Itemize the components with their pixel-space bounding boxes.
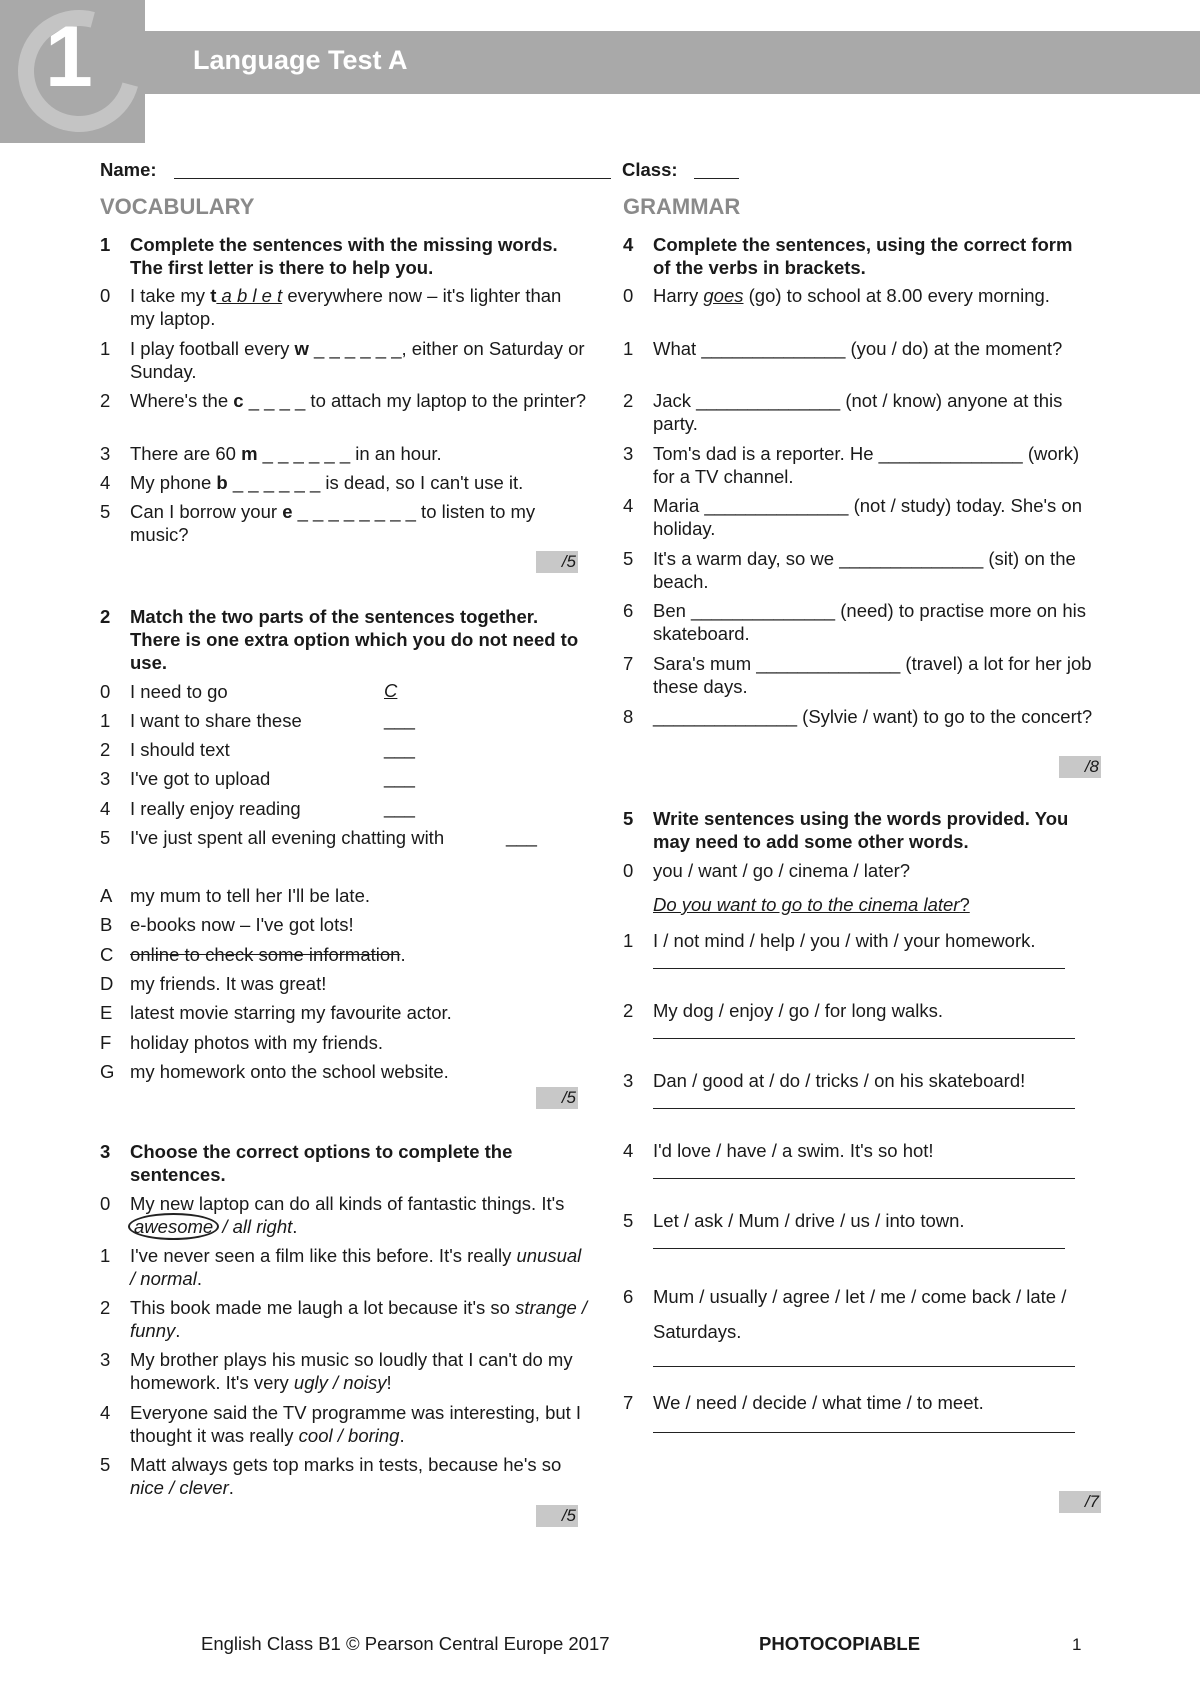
option-2[interactable]: clever [179, 1477, 229, 1498]
ex1-item-5 [100, 500, 590, 546]
item-number: 5 [100, 501, 111, 522]
item-text: I really enjoy reading [130, 798, 301, 819]
item-text: Everyone said the TV programme was interesting, but I thought it was really [130, 1402, 582, 1446]
item-number: 1 [100, 710, 111, 731]
ex4-item-6 [623, 599, 1093, 645]
item-number: 6 [623, 600, 634, 621]
item-prompt: you / want / go / cinema / later? [653, 860, 911, 881]
option-letter: E [100, 1002, 113, 1023]
item-text: Can I borrow your [130, 501, 283, 522]
ex2-answer-3[interactable]: ___ [384, 767, 415, 788]
grammar-heading: GRAMMAR [623, 194, 741, 219]
item-end: ! [386, 1372, 392, 1393]
ex2-item-5 [100, 826, 500, 849]
item-number: 5 [100, 827, 111, 848]
ex2-item-1 [100, 709, 520, 732]
exercise-number: 5 [623, 808, 634, 829]
ex2-item-3 [100, 767, 520, 790]
exercise-3-score: /5 [536, 1505, 578, 1527]
ex2-item-4 [100, 797, 520, 820]
item-text: _ _ _ _ _ _ is dead, so I can't use it. [227, 472, 524, 493]
copyright-text: English Class B1 © Pearson Central Europe 2017 [201, 1633, 610, 1654]
item-text: It's a warm day, so we ______________ (sit) on the beach. [653, 548, 1076, 592]
option-1[interactable]: cool [298, 1425, 333, 1446]
item-number: 3 [100, 443, 111, 464]
ex4-item-1 [623, 337, 1063, 360]
ex1-item-0 [100, 284, 590, 330]
item-number: 0 [623, 860, 634, 881]
option-separator: / [327, 1372, 344, 1393]
item-text: everywhere now – it's lighter than my laptop. [130, 285, 562, 329]
option-separator: / [332, 1425, 349, 1446]
ex5-item-5 [623, 1209, 1093, 1232]
item-text: _ _ _ _ _ _ _ _ to listen to my music? [130, 501, 536, 545]
ex5-item-3 [623, 1069, 1093, 1092]
option-letter: G [100, 1061, 115, 1082]
item-text: What ______________ (you / do) at the moment? [653, 338, 1063, 359]
option-1[interactable]: unusual [516, 1245, 582, 1266]
ex5-answer-line-5[interactable] [653, 1248, 1065, 1249]
option-1[interactable]: ugly [293, 1372, 328, 1393]
ex3-item-1 [100, 1244, 590, 1290]
first-letter: e [282, 501, 293, 522]
ex5-item-4 [623, 1139, 1093, 1162]
ex4-item-2 [623, 389, 1093, 435]
ex4-item-4 [623, 494, 1093, 540]
item-text: ______________ (Sylvie / want) to go to the concert? [653, 706, 1093, 727]
item-prompt: We / need / decide / what time / to meet. [653, 1392, 984, 1413]
ex3-item-3 [100, 1348, 590, 1394]
ex2-option-c: C online to check some information. [100, 944, 406, 965]
item-prompt: Mum / usually / agree / let / me / come back / late / Saturdays. [653, 1286, 1067, 1342]
item-text: I've got to upload [130, 768, 271, 789]
photocopiable-label: PHOTOCOPIABLE [759, 1633, 921, 1654]
item-number: 5 [623, 1210, 634, 1231]
item-number: 2 [100, 390, 111, 411]
item-number: 3 [623, 443, 634, 464]
ex2-option-g [100, 1060, 590, 1083]
option-letter: B [100, 914, 113, 935]
item-prompt: Let / ask / Mum / drive / us / into town. [653, 1210, 965, 1231]
ex1-item-3 [100, 442, 590, 465]
item-number: 2 [100, 1297, 111, 1318]
ex5-item-6 [623, 1279, 1093, 1349]
item-prompt: I / not mind / help / you / with / your homework. [653, 930, 1036, 951]
item-text: Ben ______________ (need) to practise more on his skateboard. [653, 600, 1086, 644]
item-number: 7 [623, 653, 634, 674]
ex2-option-d [100, 972, 590, 995]
option-2[interactable]: funny [130, 1320, 176, 1341]
option-2[interactable]: boring [348, 1425, 400, 1446]
item-text: I need to go [130, 681, 228, 702]
exercise-5-instruction [623, 807, 1093, 853]
ex2-option-a [100, 884, 590, 907]
item-number: 5 [623, 548, 634, 569]
item-text: (go) to school at 8.00 every morning. [743, 285, 1050, 306]
class-label: Class: [622, 159, 678, 180]
exercise-5-score: /7 [1059, 1491, 1101, 1513]
instruction-text: Complete the sentences, using the correct form of the verbs in brackets. [653, 234, 1073, 278]
answer-end: ? [959, 894, 970, 915]
exercise-4-score: /8 [1059, 756, 1101, 778]
option-letter: A [100, 885, 113, 906]
ex5-answer-line-3[interactable] [653, 1108, 1075, 1109]
ex2-option-e [100, 1001, 590, 1024]
option-1[interactable]: strange [515, 1297, 577, 1318]
item-number: 3 [100, 768, 111, 789]
item-text: _ _ _ _ _ _ in an hour. [257, 443, 442, 464]
option-text: my homework onto the school website. [130, 1061, 449, 1082]
ex1-item-4 [100, 471, 590, 494]
exercise-2-score: /5 [536, 1087, 578, 1109]
item-number: 4 [623, 495, 634, 516]
ex2-answer-1[interactable]: ___ [384, 709, 415, 730]
item-number: 7 [623, 1392, 634, 1413]
item-number: 2 [623, 1000, 634, 1021]
ex5-item-2 [623, 999, 1093, 1022]
item-number: 2 [100, 739, 111, 760]
instruction-text: Write sentences using the words provided. You may need to add some other words. [653, 808, 1069, 852]
item-text: Jack ______________ (not / know) anyone at this party. [653, 390, 1063, 434]
first-letter: m [241, 443, 258, 464]
item-number: 3 [623, 1070, 634, 1091]
page-number: 1 [1072, 1635, 1082, 1654]
first-letter: w [294, 338, 309, 359]
exercise-number: 3 [100, 1141, 111, 1162]
example-answer: Do you want to go to the cinema later [653, 894, 960, 915]
instruction-text: Complete the sentences with the missing words. The first letter is there to help you. [130, 234, 558, 278]
ex2-answer-2[interactable]: ___ [384, 738, 415, 759]
ex5-answer-line-7[interactable] [653, 1432, 1075, 1433]
item-number: 4 [100, 472, 111, 493]
item-text: I've just spent all evening chatting with [130, 827, 445, 848]
exercise-3-instruction [100, 1140, 590, 1186]
item-end: . [196, 1268, 202, 1289]
item-end: . [292, 1216, 298, 1237]
ex2-answer-5[interactable]: ___ [506, 826, 537, 847]
item-text: _ _ _ _ to attach my laptop to the printer? [243, 390, 587, 411]
first-letter: t [210, 285, 217, 306]
item-text: I should text [130, 739, 230, 760]
ex4-item-0 [623, 284, 1053, 307]
item-number: 0 [623, 285, 634, 306]
exercise-number: 2 [100, 606, 111, 627]
page-title: Language Test A [193, 45, 408, 75]
ex5-example-answer [653, 894, 970, 916]
option-2: all right [232, 1216, 293, 1237]
item-text: Sara's mum ______________ (travel) a lot for her job these days. [653, 653, 1092, 697]
ex4-item-3 [623, 442, 1093, 488]
option-separator: / [163, 1477, 180, 1498]
item-number: 2 [623, 390, 634, 411]
item-number: 4 [623, 1140, 634, 1161]
first-letter: b [216, 472, 228, 493]
ex4-item-7 [623, 652, 1093, 698]
item-text: My phone [130, 472, 217, 493]
item-text: I play football every [130, 338, 295, 359]
item-number: 0 [100, 285, 111, 306]
item-text: This book made me laugh a lot because it's so [130, 1297, 516, 1318]
option-1[interactable]: nice [130, 1477, 164, 1498]
exercise-1-score: /5 [536, 551, 578, 573]
ex3-item-2 [100, 1296, 590, 1342]
item-number: 1 [100, 338, 111, 359]
ex4-item-8 [623, 705, 1093, 728]
item-text: Harry [653, 285, 704, 306]
item-number: 8 [623, 706, 634, 727]
item-number: 3 [100, 1349, 111, 1370]
option-letter: C [100, 944, 114, 965]
ex5-answer-line-2[interactable] [653, 1038, 1075, 1039]
option-circled: awesome [128, 1213, 219, 1240]
item-prompt: I'd love / have / a swim. It's so hot! [653, 1140, 934, 1161]
item-number: 1 [100, 1245, 111, 1266]
item-text: Maria ______________ (not / study) today. She's on holiday. [653, 495, 1082, 539]
item-text: My new laptop can do all kinds of fantastic things. It's [130, 1193, 565, 1214]
title-band [145, 31, 1200, 94]
ex5-answer-line-4[interactable] [653, 1178, 1075, 1179]
ex4-item-5 [623, 547, 1093, 593]
class-field[interactable] [694, 160, 739, 179]
ex5-answer-line-1[interactable] [653, 968, 1065, 969]
item-number: 4 [100, 798, 111, 819]
ex2-answer-0: C [384, 680, 398, 701]
exercise-1-instruction [100, 233, 590, 279]
option-separator: / [217, 1216, 233, 1237]
name-field[interactable] [174, 160, 611, 179]
option-text: e-books now – I've got lots! [130, 914, 354, 935]
option-2[interactable]: normal [140, 1268, 197, 1289]
ex3-item-5 [100, 1453, 590, 1499]
item-number: 1 [623, 338, 634, 359]
item-text: My brother plays his music so loudly that I can't do my homework. It's very [130, 1349, 573, 1393]
ex2-option-f [100, 1031, 590, 1054]
option-letter: D [100, 973, 114, 994]
item-number: 4 [100, 1402, 111, 1423]
name-label: Name: [100, 159, 157, 180]
item-text: I want to share these [130, 710, 302, 731]
item-end: . [228, 1477, 234, 1498]
option-text: my mum to tell her I'll be late. [130, 885, 371, 906]
vocabulary-heading: VOCABULARY [100, 194, 255, 219]
ex2-item-2 [100, 738, 520, 761]
ex2-answer-4[interactable]: ___ [384, 797, 415, 818]
ex5-answer-line-6[interactable] [653, 1366, 1075, 1367]
ex3-item-4 [100, 1401, 590, 1447]
example-answer: a b l e t [216, 285, 283, 306]
exercise-number: 1 [100, 234, 111, 255]
item-end: . [175, 1320, 181, 1341]
ex1-item-1 [100, 337, 590, 383]
item-text: Matt always gets top marks in tests, because he's so [130, 1454, 562, 1475]
ex2-option-b [100, 913, 590, 936]
item-text: _ _ _ _ _ _, either on Saturday or Sunday. [130, 338, 585, 382]
item-number: 6 [623, 1286, 634, 1307]
instruction-text: Choose the correct options to complete the sentences. [130, 1141, 513, 1185]
item-text: Where's the [130, 390, 234, 411]
unit-number: 1 [45, 9, 93, 105]
option-separator: / [576, 1297, 588, 1318]
item-text: I take my [130, 285, 211, 306]
option-text-crossed: online to check some information [130, 944, 401, 965]
option-text: latest movie starring my favourite actor. [130, 1002, 452, 1023]
exercise-number: 4 [623, 234, 634, 255]
item-text: There are 60 [130, 443, 242, 464]
item-number: 0 [100, 1193, 111, 1214]
option-2[interactable]: noisy [343, 1372, 387, 1393]
option-text: my friends. It was great! [130, 973, 327, 994]
item-number: 1 [623, 930, 634, 951]
instruction-text: Match the two parts of the sentences together. There is one extra option which you do not need to use. [130, 606, 579, 673]
item-end: . [399, 1425, 405, 1446]
option-separator: / [130, 1268, 141, 1289]
ex2-item-0 [100, 680, 520, 703]
first-letter: c [233, 390, 244, 411]
ex1-item-2 [100, 389, 590, 412]
item-text: I've never seen a film like this before. It's really [130, 1245, 517, 1266]
example-answer: goes [703, 285, 744, 306]
option-letter: F [100, 1032, 112, 1053]
item-text: Tom's dad is a reporter. He ______________ (work) for a TV channel. [653, 443, 1080, 487]
exercise-4-instruction [623, 233, 1093, 279]
ex3-item-0 [100, 1192, 590, 1238]
item-number: 0 [100, 681, 111, 702]
exercise-2-instruction [100, 605, 590, 674]
ex5-item-0 [623, 859, 1093, 882]
option-text: holiday photos with my friends. [130, 1032, 383, 1053]
item-prompt: My dog / enjoy / go / for long walks. [653, 1000, 943, 1021]
item-number: 5 [100, 1454, 111, 1475]
ex5-item-7 [623, 1391, 1093, 1414]
item-prompt: Dan / good at / do / tricks / on his skateboard! [653, 1070, 1026, 1091]
unit-badge [0, 0, 145, 143]
ex5-item-1 [623, 929, 1093, 952]
